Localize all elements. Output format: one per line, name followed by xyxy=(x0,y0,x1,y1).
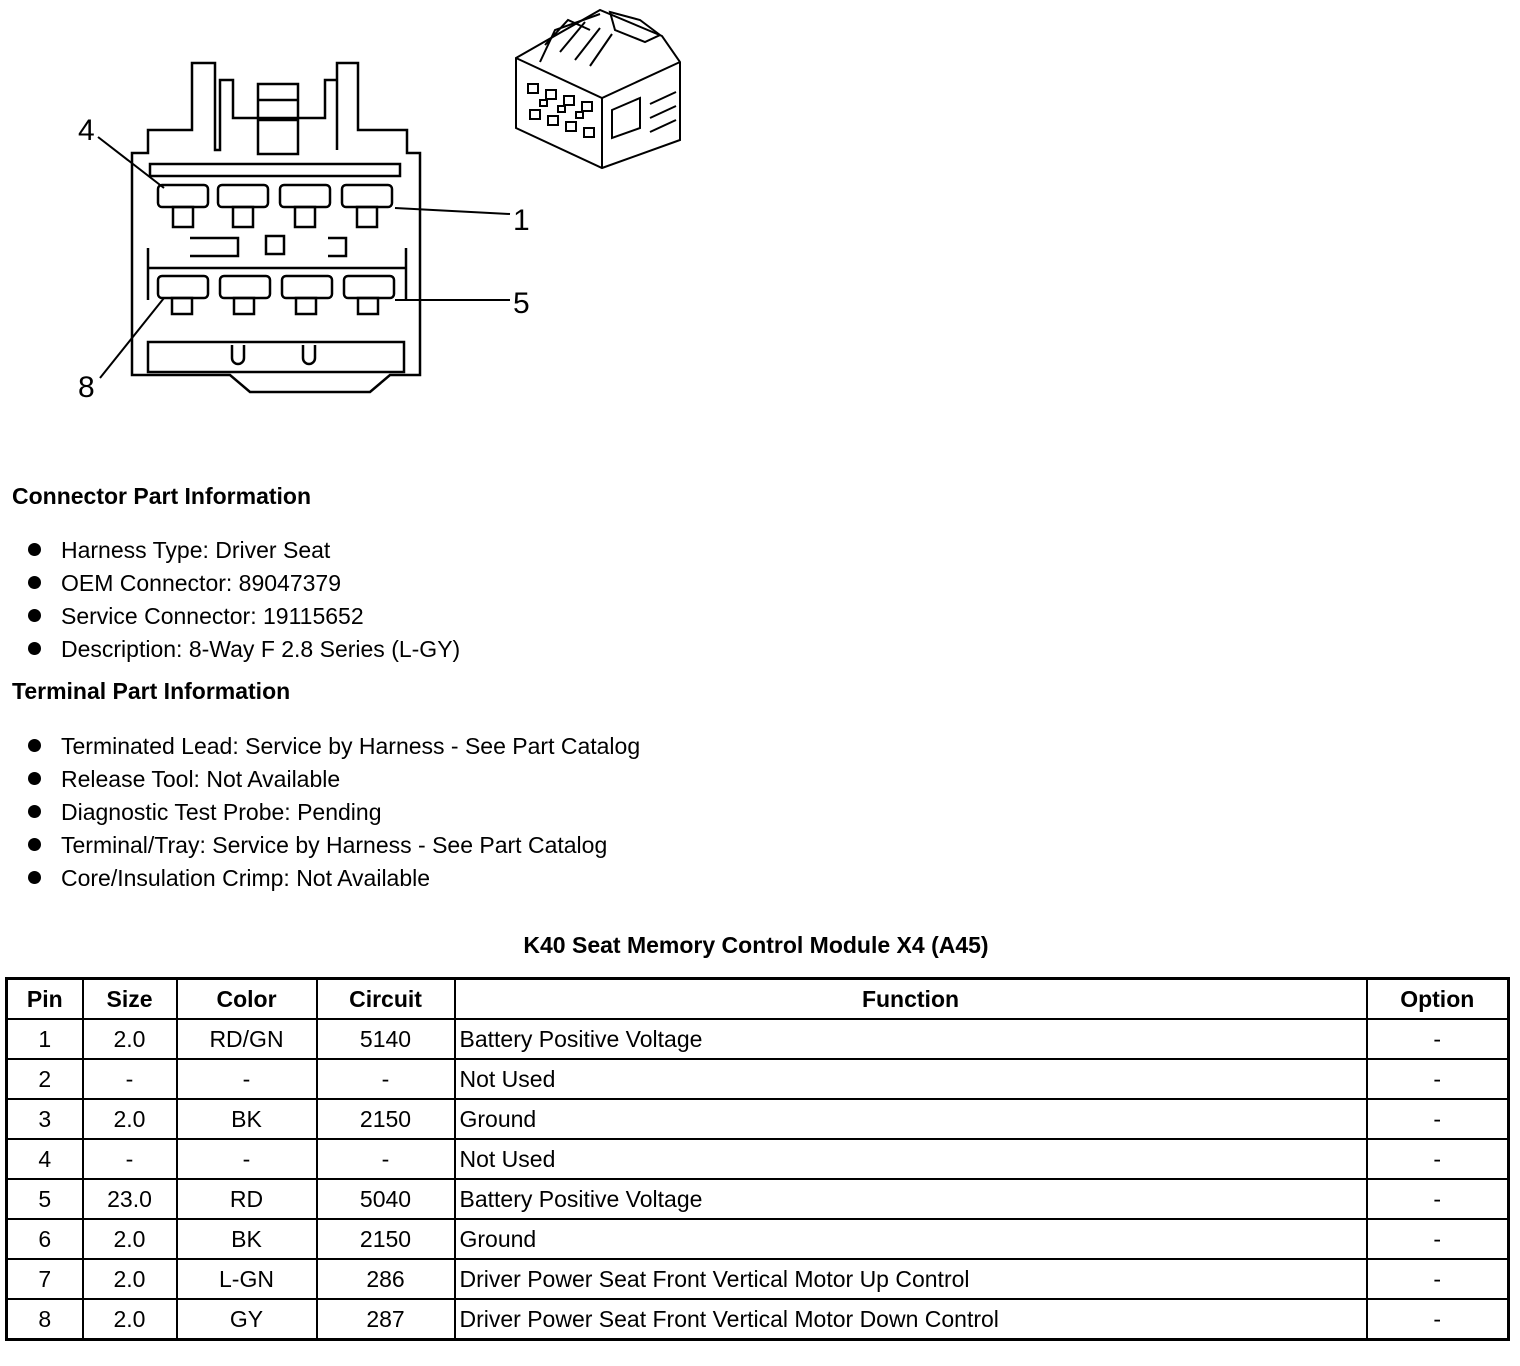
cell-option: - xyxy=(1367,1259,1509,1299)
cell-option: - xyxy=(1367,1219,1509,1259)
bullet-icon xyxy=(28,871,41,884)
cell-color: BK xyxy=(177,1099,317,1139)
callout-pin-5: 5 xyxy=(513,287,530,320)
cell-circuit: 2150 xyxy=(317,1219,455,1259)
cell-function: Battery Positive Voltage xyxy=(455,1179,1367,1219)
cell-function: Ground xyxy=(455,1219,1367,1259)
bullet-icon xyxy=(28,642,41,655)
cell-pin: 4 xyxy=(7,1139,83,1179)
cell-size: 2.0 xyxy=(83,1219,177,1259)
cell-color: RD xyxy=(177,1179,317,1219)
cell-option: - xyxy=(1367,1179,1509,1219)
bullet-icon xyxy=(28,609,41,622)
bullet-icon xyxy=(28,576,41,589)
column-header-color: Color xyxy=(177,979,317,1020)
list-item: Terminated Lead: Service by Harness - See Part Catalog xyxy=(28,730,640,763)
cell-option: - xyxy=(1367,1299,1509,1340)
cell-function: Not Used xyxy=(455,1059,1367,1099)
list-item: Description: 8-Way F 2.8 Series (L-GY) xyxy=(28,633,460,666)
table-header-row xyxy=(7,979,1509,1020)
cell-size: 23.0 xyxy=(83,1179,177,1219)
cell-color: L-GN xyxy=(177,1259,317,1299)
terminal-info-list xyxy=(28,730,640,895)
cell-pin: 1 xyxy=(7,1019,83,1059)
table-row xyxy=(7,1139,1509,1179)
column-header-option: Option xyxy=(1367,979,1509,1020)
cell-circuit: - xyxy=(317,1139,455,1179)
cell-pin: 6 xyxy=(7,1219,83,1259)
cell-size: - xyxy=(83,1059,177,1099)
bullet-icon xyxy=(28,805,41,818)
cell-option: - xyxy=(1367,1099,1509,1139)
cell-size: 2.0 xyxy=(83,1019,177,1059)
cell-function: Ground xyxy=(455,1099,1367,1139)
cell-color: BK xyxy=(177,1219,317,1259)
bullet-icon xyxy=(28,838,41,851)
cell-size: 2.0 xyxy=(83,1259,177,1299)
cell-function: Driver Power Seat Front Vertical Motor Down Control xyxy=(455,1299,1367,1340)
cell-size: - xyxy=(83,1139,177,1179)
connector-diagram xyxy=(0,0,720,420)
callout-pin-8: 8 xyxy=(78,371,95,404)
cell-option: - xyxy=(1367,1139,1509,1179)
cell-size: 2.0 xyxy=(83,1099,177,1139)
table-row xyxy=(7,1099,1509,1139)
cell-color: RD/GN xyxy=(177,1019,317,1059)
connector-info-list xyxy=(28,534,460,666)
list-item: Harness Type: Driver Seat xyxy=(28,534,460,567)
table-row xyxy=(7,1219,1509,1259)
cell-color: - xyxy=(177,1059,317,1099)
cell-circuit: 5040 xyxy=(317,1179,455,1219)
column-header-function: Function xyxy=(455,979,1367,1020)
pinout-table xyxy=(5,977,1510,1341)
list-item: Service Connector: 19115652 xyxy=(28,600,460,633)
list-item: Diagnostic Test Probe: Pending xyxy=(28,796,640,829)
column-header-size: Size xyxy=(83,979,177,1020)
table-row xyxy=(7,1179,1509,1219)
cell-function: Battery Positive Voltage xyxy=(455,1019,1367,1059)
connector-info-heading: Connector Part Information xyxy=(12,483,312,509)
column-header-pin: Pin xyxy=(7,979,83,1020)
callout-pin-4: 4 xyxy=(78,114,95,147)
table-row xyxy=(7,1019,1509,1059)
cell-pin: 8 xyxy=(7,1299,83,1340)
table-row xyxy=(7,1059,1509,1099)
list-item: Core/Insulation Crimp: Not Available xyxy=(28,862,640,895)
table-title: K40 Seat Memory Control Module X4 (A45) xyxy=(523,932,989,958)
list-item: Release Tool: Not Available xyxy=(28,763,640,796)
list-item: OEM Connector: 89047379 xyxy=(28,567,460,600)
column-header-circuit: Circuit xyxy=(317,979,455,1020)
terminal-info-heading: Terminal Part Information xyxy=(12,678,291,704)
bullet-icon xyxy=(28,772,41,785)
cell-function: Driver Power Seat Front Vertical Motor Up Control xyxy=(455,1259,1367,1299)
cell-pin: 5 xyxy=(7,1179,83,1219)
cell-color: GY xyxy=(177,1299,317,1340)
cell-pin: 2 xyxy=(7,1059,83,1099)
list-item: Terminal/Tray: Service by Harness - See Part Catalog xyxy=(28,829,640,862)
callout-pin-1: 1 xyxy=(513,204,530,237)
table-row xyxy=(7,1299,1509,1340)
cell-color: - xyxy=(177,1139,317,1179)
cell-circuit: 2150 xyxy=(317,1099,455,1139)
cell-size: 2.0 xyxy=(83,1299,177,1340)
cell-function: Not Used xyxy=(455,1139,1367,1179)
cell-circuit: 287 xyxy=(317,1299,455,1340)
table-row xyxy=(7,1259,1509,1299)
cell-circuit: 5140 xyxy=(317,1019,455,1059)
cell-circuit: 286 xyxy=(317,1259,455,1299)
cell-pin: 3 xyxy=(7,1099,83,1139)
cell-option: - xyxy=(1367,1059,1509,1099)
bullet-icon xyxy=(28,543,41,556)
bullet-icon xyxy=(28,739,41,752)
cell-circuit: - xyxy=(317,1059,455,1099)
connector-isometric-illustration xyxy=(516,10,680,168)
cell-option: - xyxy=(1367,1019,1509,1059)
cell-pin: 7 xyxy=(7,1259,83,1299)
